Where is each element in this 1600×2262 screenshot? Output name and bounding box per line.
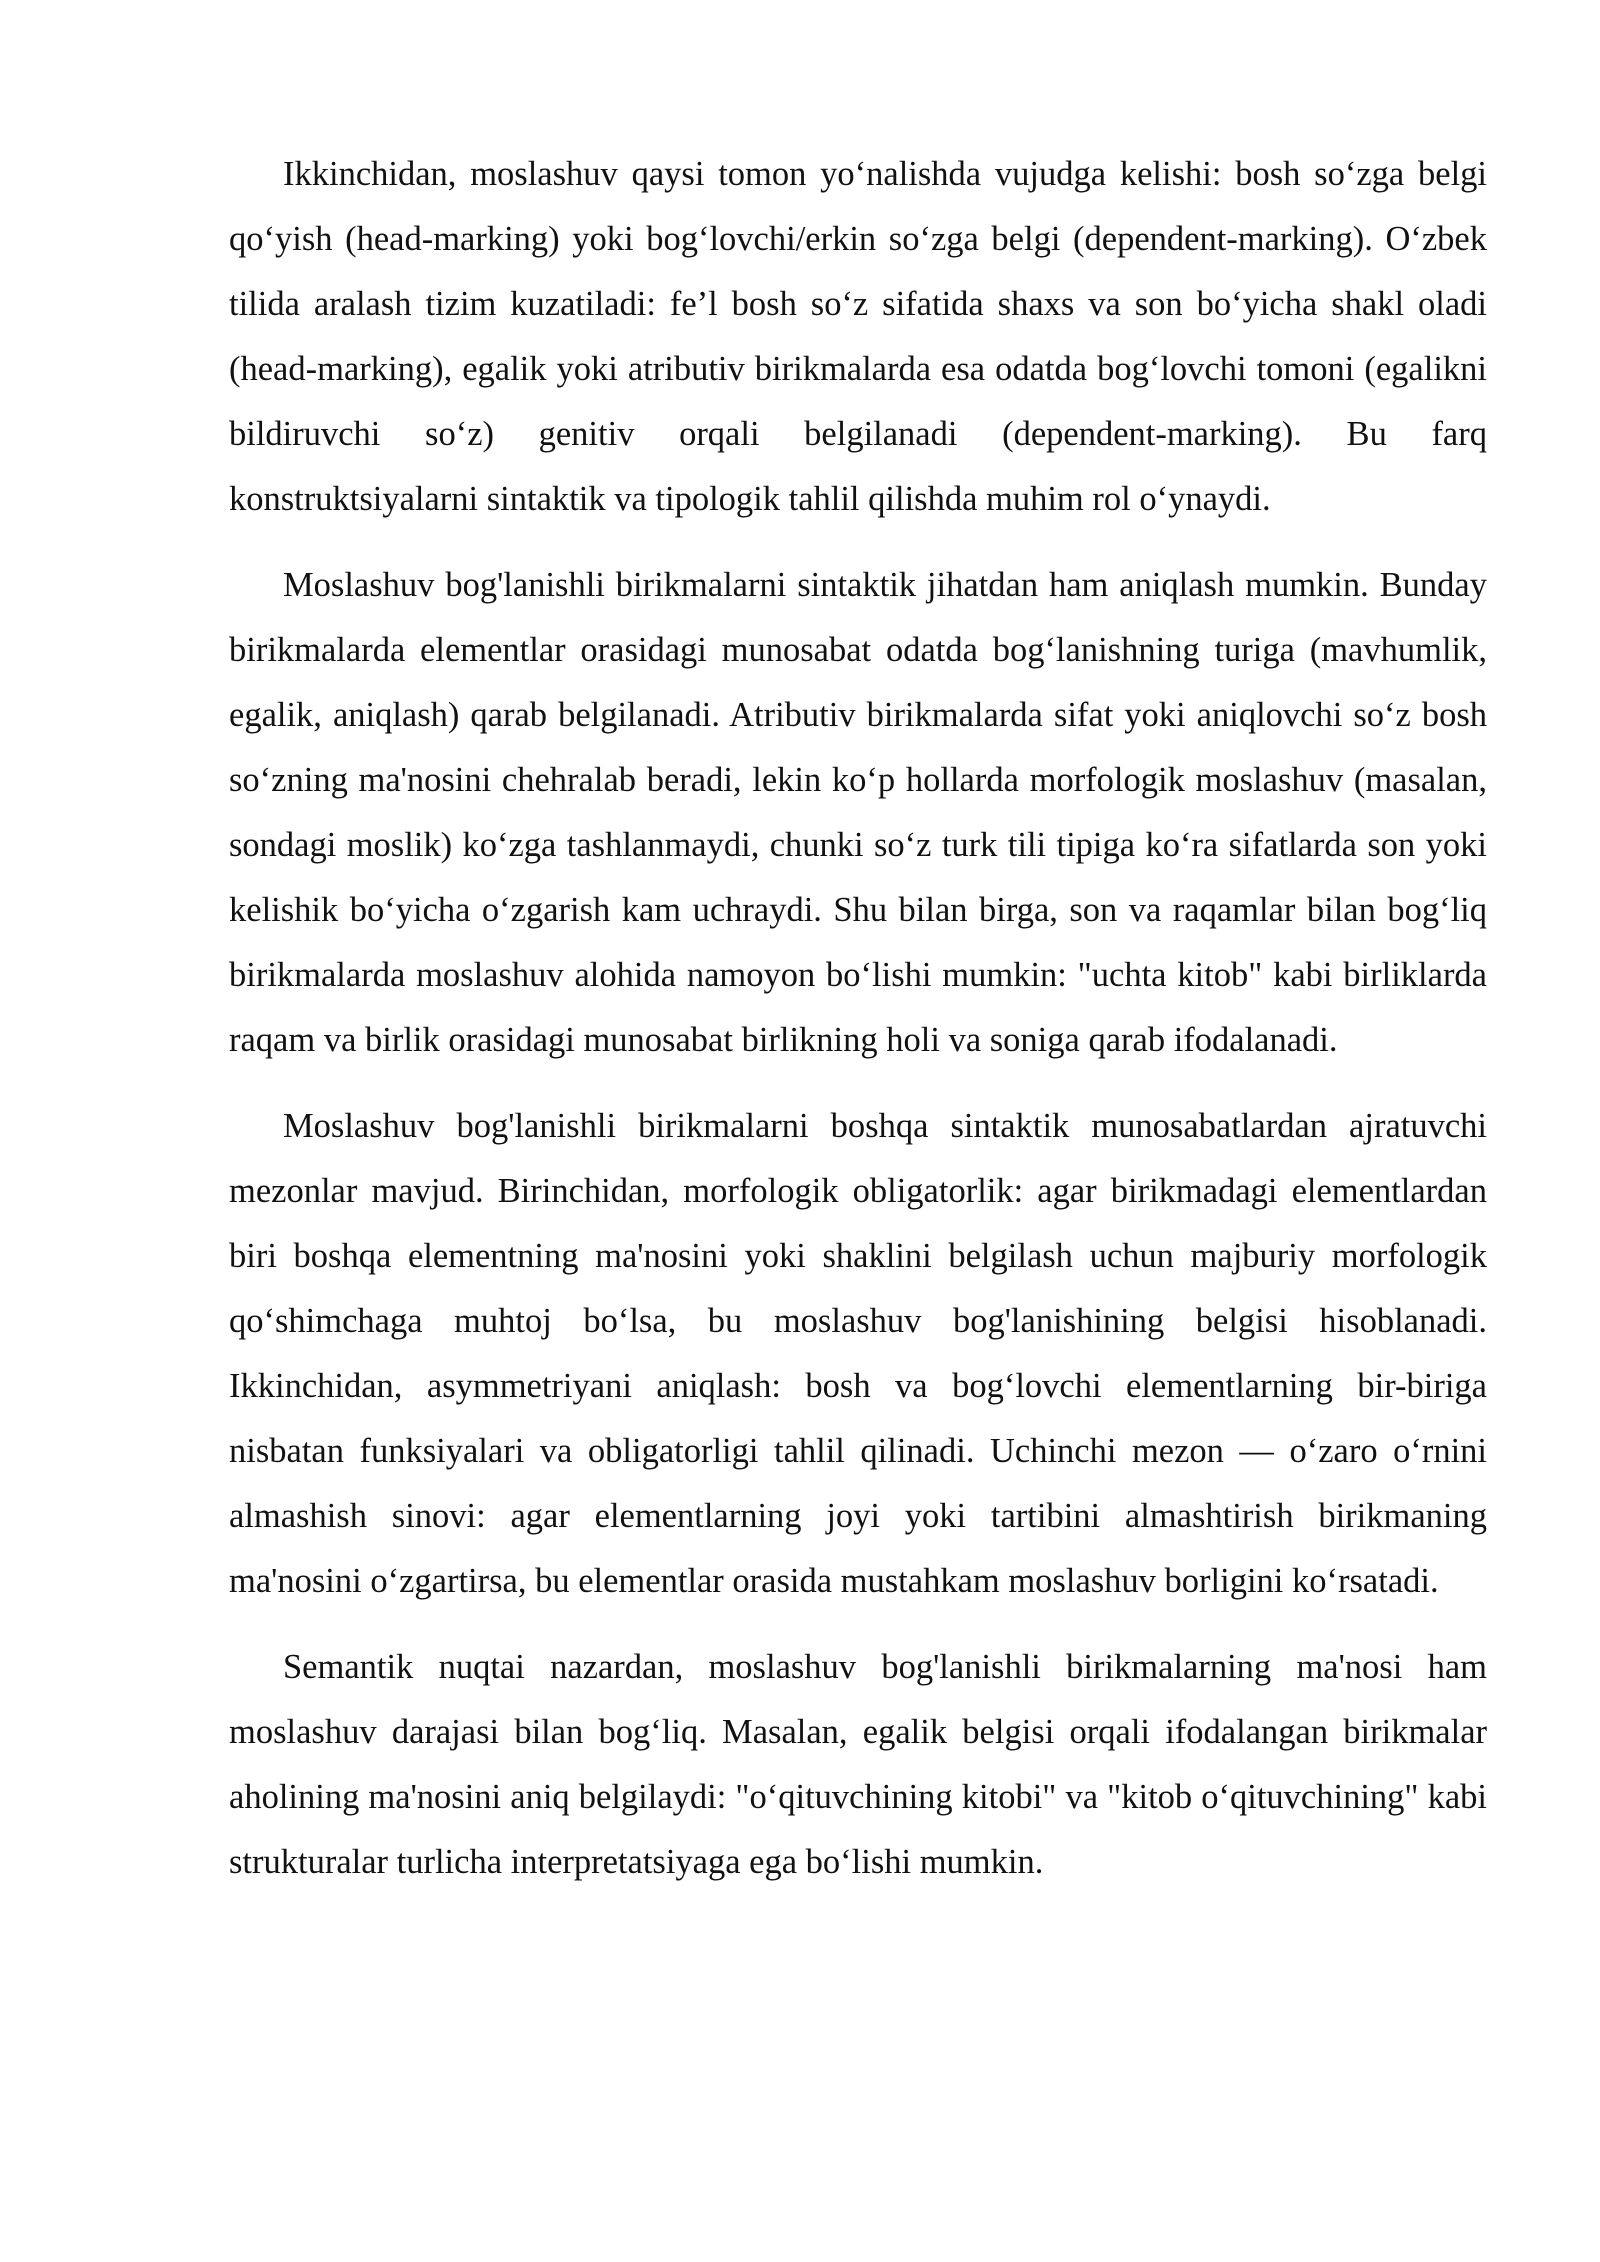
document-body: [229, 142, 1487, 1916]
paragraph-2: Moslashuv bog'lanishli birikmalarni sintaktik jihatdan ham aniqlash mumkin. Bunday birikmalarda elementlar orasidagi munosabat odatda bog‘lanishning turiga (mavhumlik, egalik, aniqlash) qarab belgilanadi. Atributiv birikmalarda sifat yoki aniqlovchi so‘z bosh so‘zning ma'nosini chehralab beradi, lekin ko‘p hollarda morfologik moslashuv (masalan, sondagi moslik) ko‘zga tashlanmaydi, chunki so‘z turk tili tipiga ko‘ra sifatlarda son yoki kelishik bo‘yicha o‘zgarish kam uchraydi. Shu bilan birga, son va raqamlar bilan bog‘liq birikmalarda moslashuv alohida namoyon bo‘lishi mumkin: "uchta kitob" kabi birliklarda raqam va birlik orasidagi munosabat birlikning holi va soniga qarab ifodalanadi.: [229, 566, 1487, 1059]
paragraph-3: Moslashuv bog'lanishli birikmalarni boshqa sintaktik munosabatlardan ajratuvchi mezonlar mavjud. Birinchidan, morfologik obligatorlik: agar birikmadagi elementlardan biri boshqa elementning ma'nosini yoki shaklini belgilash uchun majburiy morfologik qo‘shimchaga muhtoj bo‘lsa, bu moslashuv bog'lanishining belgisi hisoblanadi. Ikkinchidan, asymmetriyani aniqlash: bosh va bog‘lovchi elementlarning bir-biriga nisbatan funksiyalari va obligatorligi tahlil qilinadi. Uchinchi mezon — o‘zaro o‘rnini almashish sinovi: agar elementlarning joyi yoki tartibini almashtirish birikmaning ma'nosini o‘zgartirsa, bu elementlar orasida mustahkam moslashuv borligini ko‘rsatadi.: [229, 1107, 1487, 1600]
paragraph-1: Ikkinchidan, moslashuv qaysi tomon yo‘nalishda vujudga kelishi: bosh so‘zga belgi qo‘yish (head-marking) yoki bog‘lovchi/erkin so‘zga belgi (dependent-marking). O‘zbek tilida aralash tizim kuzatiladi: fe’l bosh so‘z sifatida shaxs va son bo‘yicha shakl oladi (head-marking), egalik yoki atributiv birikmalarda esa odatda bog‘lovchi tomoni (egalikni bildiruvchi so‘z) genitiv orqali belgilanadi (dependent-marking). Bu farq konstruktsiyalarni sintaktik va tipologik tahlil qilishda muhim rol o‘ynaydi.: [229, 155, 1487, 518]
paragraph-4: Semantik nuqtai nazardan, moslashuv bog'lanishli birikmalarning ma'nosi ham moslashuv darajasi bilan bog‘liq. Masalan, egalik belgisi orqali ifodalangan birikmalar aholining ma'nosini aniq belgilaydi: "o‘qituvchining kitobi" va "kitob o‘qituvchining" kabi strukturalar turlicha interpretatsiyaga ega bo‘lishi mumkin.: [229, 1648, 1487, 1881]
